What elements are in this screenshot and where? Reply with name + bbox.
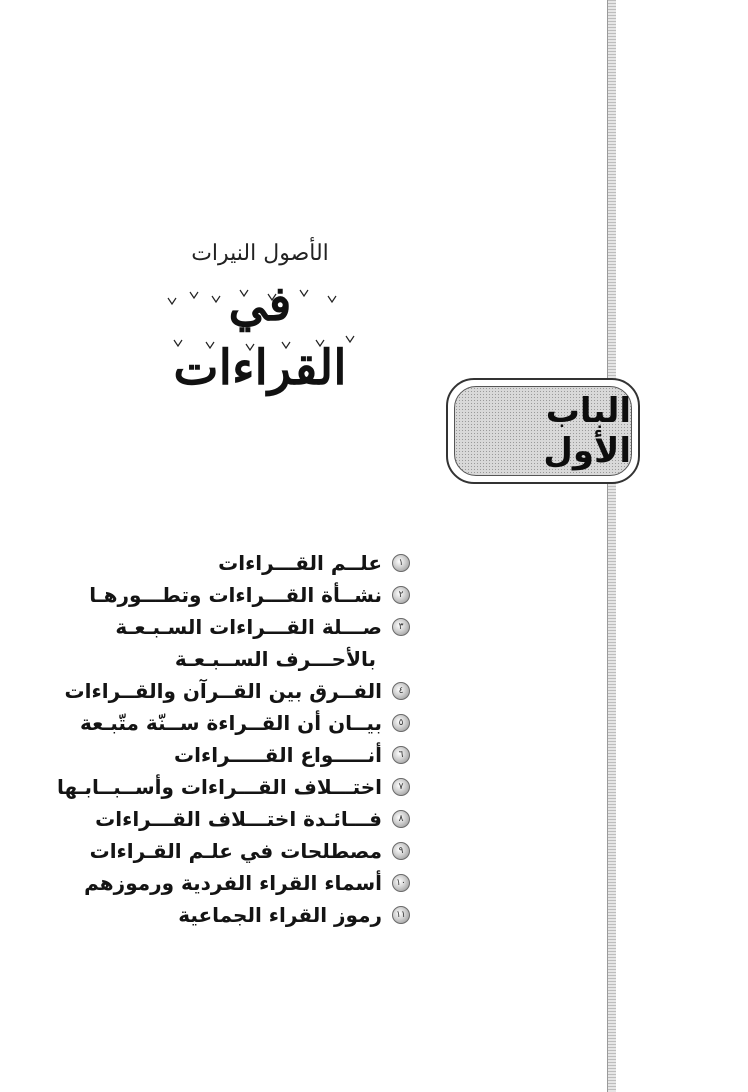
toc-item[interactable]	[64, 675, 410, 707]
toc-item[interactable]	[110, 899, 410, 931]
title-ornament	[150, 270, 370, 360]
toc-number-badge: ٨	[392, 810, 410, 828]
toc-item[interactable]	[89, 835, 410, 867]
toc-item[interactable]	[56, 771, 410, 803]
chapter-tab-inner	[454, 386, 632, 476]
toc-item[interactable]	[110, 611, 410, 643]
chapter-tab	[446, 378, 640, 484]
toc-number-badge: ٥	[392, 714, 410, 732]
toc-number-badge: ١٠	[392, 874, 410, 892]
book-title-line2: في القراءات	[173, 276, 347, 396]
toc-number-badge: ٧	[392, 778, 410, 796]
toc-item[interactable]	[95, 803, 410, 835]
toc-item-text: اختـــلاف القـــراءات وأســبــابـها	[56, 775, 382, 799]
toc-item-text: بالأحـــرف الســبـعـة	[174, 647, 376, 671]
toc-number-badge: ٣	[392, 618, 410, 636]
toc-item-continuation[interactable]	[110, 643, 410, 675]
toc-item-text: أسماء القراء الفردية ورموزهم	[84, 871, 382, 895]
right-margin	[616, 0, 748, 1092]
table-of-contents	[56, 547, 410, 931]
toc-item-text: علــم القـــراءات	[218, 551, 382, 575]
toc-item[interactable]	[110, 739, 410, 771]
chapter-label: الباب الأول	[543, 391, 631, 471]
toc-number-badge: ١١	[392, 906, 410, 924]
toc-item-text: مصطلحات في علـم القـراءات	[89, 839, 382, 863]
toc-item-text: بيــان أن القــراءة ســنّة متّبـعة	[79, 711, 382, 735]
toc-item-text: فـــائـدة اختـــلاف القـــراءات	[95, 807, 382, 831]
toc-item[interactable]	[110, 547, 410, 579]
toc-item[interactable]	[89, 579, 410, 611]
toc-number-badge: ٤	[392, 682, 410, 700]
book-title-line1: الأصول النيرات	[191, 241, 329, 266]
toc-number-badge: ٩	[392, 842, 410, 860]
toc-item-text: رموز القراء الجماعية	[178, 903, 382, 927]
toc-number-badge: ٦	[392, 746, 410, 764]
toc-item-text: صـــلة القـــراءات السـبـعـة	[115, 615, 382, 639]
page-edge-strip	[607, 0, 616, 1092]
toc-number-badge: ٢	[392, 586, 410, 604]
toc-number-badge: ١	[392, 554, 410, 572]
toc-item-text: الفــرق بين القــرآن والقــراءات	[64, 679, 382, 703]
toc-item-text: أنـــــواع القـــــراءات	[174, 743, 382, 767]
toc-item-text: نشــأة القـــراءات وتطـــورهـا	[89, 583, 382, 607]
toc-item[interactable]	[84, 867, 410, 899]
toc-item[interactable]	[79, 707, 410, 739]
